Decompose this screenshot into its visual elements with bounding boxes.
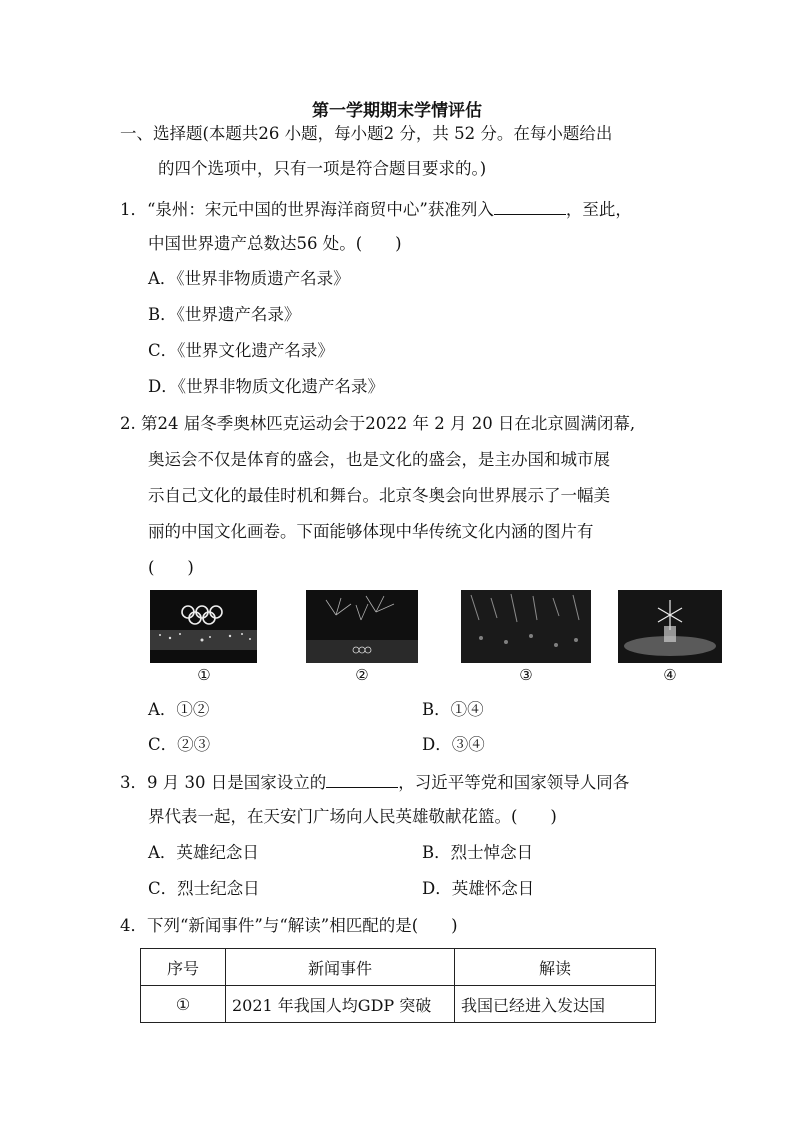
question-3-stem-line-1 xyxy=(120,771,629,794)
question-3-option-c: C．烈士纪念日 xyxy=(148,879,260,898)
question-1-stem-part-1: 1．“泉州：宋元中国的世界海洋商贸中心”获准列入 xyxy=(120,200,494,219)
photo-caption-4: ④ xyxy=(663,666,677,684)
question-1-option-a: A．《世界非物质遗产名录》 xyxy=(148,269,350,288)
section-instruction-line-2: 的四个选项中，只有一项是符合题目要求的。) xyxy=(158,159,487,178)
table-header-row xyxy=(141,949,656,986)
photo-fireworks xyxy=(306,590,418,663)
question-2-option-a: A．①② xyxy=(148,700,210,719)
question-2-stem-line-3: 示自己文化的最佳时机和舞台。北京冬奥会向世界展示了一幅美 xyxy=(148,486,610,505)
question-3-stem-part-1: 3．9 月 30 日是国家设立的 xyxy=(120,773,327,792)
question-2-stem-line-1: 2. 第24 届冬季奥林匹克运动会于2022 年 2 月 20 日在北京圆满闭幕, xyxy=(120,414,636,433)
question-1-option-d: D．《世界非物质文化遗产名录》 xyxy=(148,377,384,396)
question-3-option-a: A．英雄纪念日 xyxy=(148,843,259,862)
section-instruction-line-1: 一、选择题(本题共26 小题，每小题2 分，共 52 分。在每小题给出 xyxy=(120,124,613,143)
question-2-stem-line-5: ( ) xyxy=(148,558,194,577)
table-cell-number: ① xyxy=(141,986,226,1023)
photo-olympic-rings xyxy=(150,590,257,663)
photo-snowflake-torch xyxy=(618,590,722,663)
answer-blank xyxy=(494,198,566,215)
table-cell-interpretation: 我国已经进入发达国 xyxy=(455,986,656,1023)
question-2-option-d: D．③④ xyxy=(422,735,485,754)
question-3-stem-part-2: ，习近平等党和国家领导人同各 xyxy=(398,773,630,792)
question-2-stem-line-4: 丽的中国文化画卷。下面能够体现中华传统文化内涵的图片有 xyxy=(148,522,594,541)
table-cell-news-event: 2021 年我国人均GDP 突破 xyxy=(226,986,455,1023)
answer-blank xyxy=(326,771,398,788)
table-row xyxy=(141,986,656,1023)
question-1-stem-line-1 xyxy=(120,198,632,221)
question-1-option-b: B．《世界遗产名录》 xyxy=(148,305,301,324)
photo-caption-3: ③ xyxy=(519,666,533,684)
question-1-stem-line-2: 中国世界遗产总数达56 处。( ) xyxy=(148,234,402,253)
column-header-number: 序号 xyxy=(141,949,226,986)
question-1-stem-part-2: ，至此， xyxy=(565,200,632,219)
photo-caption-1: ① xyxy=(197,666,211,684)
question-2-stem-line-2: 奥运会不仅是体育的盛会，也是文化的盛会，是主办国和城市展 xyxy=(148,450,610,469)
question-3-option-b: B．烈士悼念日 xyxy=(422,843,534,862)
column-header-interpretation: 解读 xyxy=(455,949,656,986)
page-title: 第一学期期末学情评估 xyxy=(312,101,482,121)
question-3-option-d: D．英雄怀念日 xyxy=(422,879,535,898)
question-1-option-c: C．《世界文化遗产名录》 xyxy=(148,341,334,360)
photo-caption-2: ② xyxy=(355,666,369,684)
column-header-news-event: 新闻事件 xyxy=(226,949,455,986)
photo-performance xyxy=(461,590,591,663)
question-3-stem-line-2: 界代表一起，在天安门广场向人民英雄敬献花篮。( ) xyxy=(148,807,557,826)
question-2-option-c: C．②③ xyxy=(148,735,211,754)
question-2-option-b: B．①④ xyxy=(422,700,484,719)
question-4-stem: 4．下列“新闻事件”与“解读”相匹配的是( ) xyxy=(120,916,458,935)
news-table xyxy=(140,948,656,1023)
